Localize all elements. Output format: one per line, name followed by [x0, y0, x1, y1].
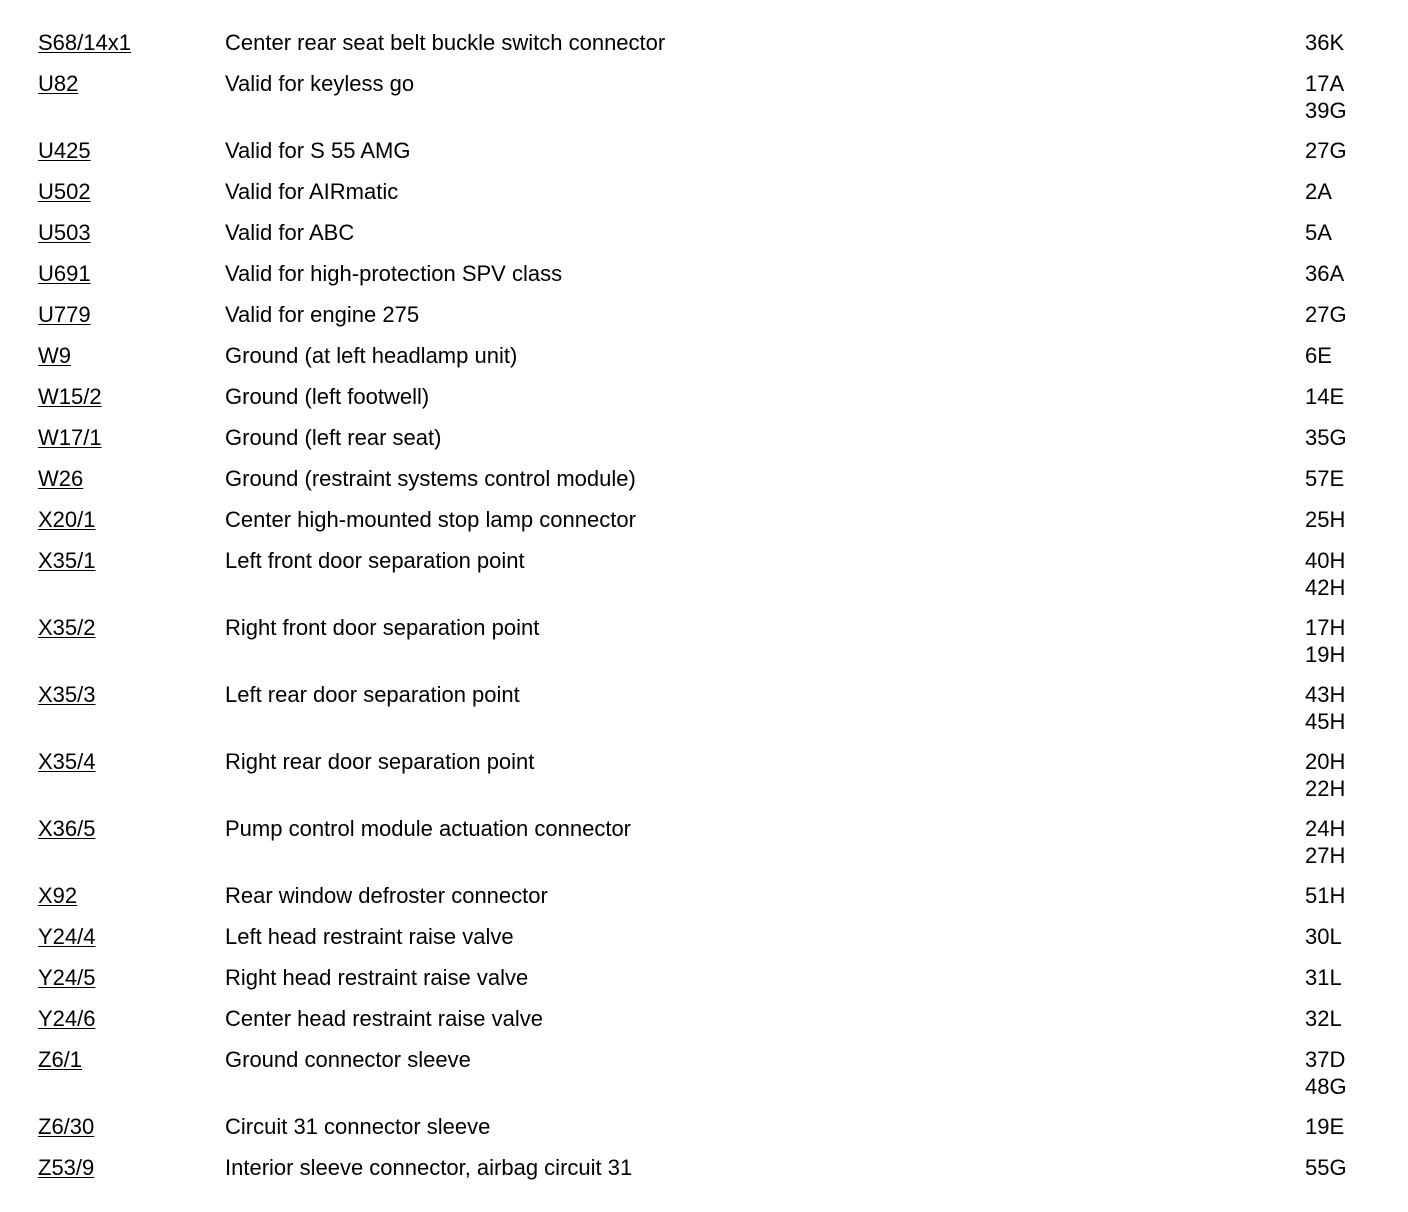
component-code-link[interactable]: X35/3 — [38, 682, 96, 707]
grid-location-value: 40H — [1305, 548, 1346, 573]
component-description: Rear window defroster connector — [225, 883, 548, 908]
grid-location-value: 19H — [1305, 641, 1346, 667]
component-code-link[interactable]: W15/2 — [38, 384, 102, 409]
component-code-link[interactable]: U691 — [38, 261, 91, 286]
component-description: Left head restraint raise valve — [225, 924, 514, 949]
grid-location — [1305, 261, 1344, 288]
grid-location-value: 27G — [1305, 302, 1347, 327]
grid-location — [1305, 924, 1342, 951]
grid-location-value: 27G — [1305, 138, 1347, 163]
grid-location-value: 17A — [1305, 71, 1345, 96]
grid-location — [1305, 343, 1332, 370]
grid-location-value: 31L — [1305, 965, 1342, 990]
grid-location — [1305, 507, 1345, 534]
grid-location-value: 6E — [1305, 343, 1332, 368]
component-code-link[interactable]: W17/1 — [38, 425, 102, 450]
component-description: Ground (restraint systems control module) — [225, 466, 636, 491]
grid-location-value: 48G — [1305, 1073, 1347, 1099]
component-code-link[interactable]: U425 — [38, 138, 91, 163]
grid-location-value: 32L — [1305, 1006, 1342, 1031]
grid-location-value: 57E — [1305, 466, 1345, 491]
grid-location-value: 14E — [1305, 384, 1345, 409]
component-description: Circuit 31 connector sleeve — [225, 1114, 491, 1139]
grid-location-value: 19E — [1305, 1114, 1345, 1139]
grid-location-value: 27H — [1305, 842, 1346, 868]
component-code-link[interactable]: Y24/6 — [38, 1006, 96, 1031]
component-description: Valid for S 55 AMG — [225, 138, 411, 163]
grid-location — [1305, 1155, 1347, 1182]
grid-location — [1305, 71, 1347, 124]
grid-location-value: 55G — [1305, 1155, 1347, 1180]
component-code-link[interactable]: X92 — [38, 883, 78, 908]
component-description: Center head restraint raise valve — [225, 1006, 543, 1031]
component-code-link[interactable]: Z6/1 — [38, 1047, 83, 1072]
grid-location — [1305, 466, 1344, 493]
component-description: Valid for AIRmatic — [225, 179, 399, 204]
component-description: Ground (left rear seat) — [225, 425, 442, 450]
component-description: Right rear door separation point — [225, 749, 535, 774]
grid-location-value: 5A — [1305, 220, 1332, 245]
component-description: Left front door separation point — [225, 548, 525, 573]
component-code-link[interactable]: X36/5 — [38, 816, 96, 841]
grid-location — [1305, 883, 1345, 910]
component-description: Valid for engine 275 — [225, 302, 420, 327]
grid-location — [1305, 30, 1344, 57]
component-code-link[interactable]: Z53/9 — [38, 1155, 95, 1180]
component-code-link[interactable]: W26 — [38, 466, 84, 491]
grid-location — [1305, 1114, 1344, 1141]
grid-location-value: 30L — [1305, 924, 1342, 949]
grid-location — [1305, 682, 1345, 735]
grid-location-value: 20H — [1305, 749, 1346, 774]
component-description: Right front door separation point — [225, 615, 540, 640]
component-code-link[interactable]: W9 — [38, 343, 71, 368]
grid-location — [1305, 548, 1345, 601]
component-description: Pump control module actuation connector — [225, 816, 632, 841]
component-code-link[interactable]: U503 — [38, 220, 91, 245]
grid-location — [1305, 302, 1347, 329]
component-description: Left rear door separation point — [225, 682, 520, 707]
grid-location-value: 25H — [1305, 507, 1346, 532]
component-description: Center rear seat belt buckle switch connector — [225, 30, 666, 55]
component-description: Valid for ABC — [225, 220, 355, 245]
component-description: Ground connector sleeve — [225, 1047, 471, 1072]
grid-location — [1305, 749, 1345, 802]
component-code-link[interactable]: X35/1 — [38, 548, 96, 573]
grid-location — [1305, 138, 1347, 165]
grid-location-value: 17H — [1305, 615, 1346, 640]
component-description: Ground (left footwell) — [225, 384, 430, 409]
grid-location — [1305, 615, 1345, 668]
grid-location — [1305, 816, 1345, 869]
grid-location — [1305, 1047, 1347, 1100]
component-code-link[interactable]: Z6/30 — [38, 1114, 95, 1139]
component-code-link[interactable]: S68/14x1 — [38, 30, 131, 55]
grid-location — [1305, 425, 1347, 452]
component-code-link[interactable]: Y24/4 — [38, 924, 96, 949]
grid-location-value: 51H — [1305, 883, 1346, 908]
grid-location-value: 35G — [1305, 425, 1347, 450]
grid-location-value: 36K — [1305, 30, 1345, 55]
grid-location-value: 22H — [1305, 775, 1346, 801]
component-code-link[interactable]: U779 — [38, 302, 91, 327]
component-code-link[interactable]: X35/4 — [38, 749, 96, 774]
grid-location-value: 45H — [1305, 708, 1346, 734]
component-description: Center high-mounted stop lamp connector — [225, 507, 636, 532]
component-code-link[interactable]: U502 — [38, 179, 91, 204]
grid-location — [1305, 965, 1342, 992]
component-description: Ground (at left headlamp unit) — [225, 343, 518, 368]
grid-location-value: 37D — [1305, 1047, 1346, 1072]
grid-location-value: 36A — [1305, 261, 1345, 286]
component-description: Valid for high-protection SPV class — [225, 261, 563, 286]
grid-location-value: 42H — [1305, 574, 1346, 600]
component-code-link[interactable]: X35/2 — [38, 615, 96, 640]
grid-location — [1305, 220, 1332, 247]
grid-location — [1305, 1006, 1342, 1033]
grid-location — [1305, 384, 1344, 411]
component-code-link[interactable]: U82 — [38, 71, 79, 96]
grid-location-value: 24H — [1305, 816, 1346, 841]
component-code-link[interactable]: Y24/5 — [38, 965, 96, 990]
component-code-link[interactable]: X20/1 — [38, 507, 96, 532]
component-description: Valid for keyless go — [225, 71, 415, 96]
grid-location-value: 43H — [1305, 682, 1346, 707]
grid-location — [1305, 179, 1332, 206]
grid-location-value: 39G — [1305, 97, 1347, 123]
component-description: Right head restraint raise valve — [225, 965, 529, 990]
component-description: Interior sleeve connector, airbag circuit 31 — [225, 1155, 633, 1180]
grid-location-value: 2A — [1305, 179, 1332, 204]
